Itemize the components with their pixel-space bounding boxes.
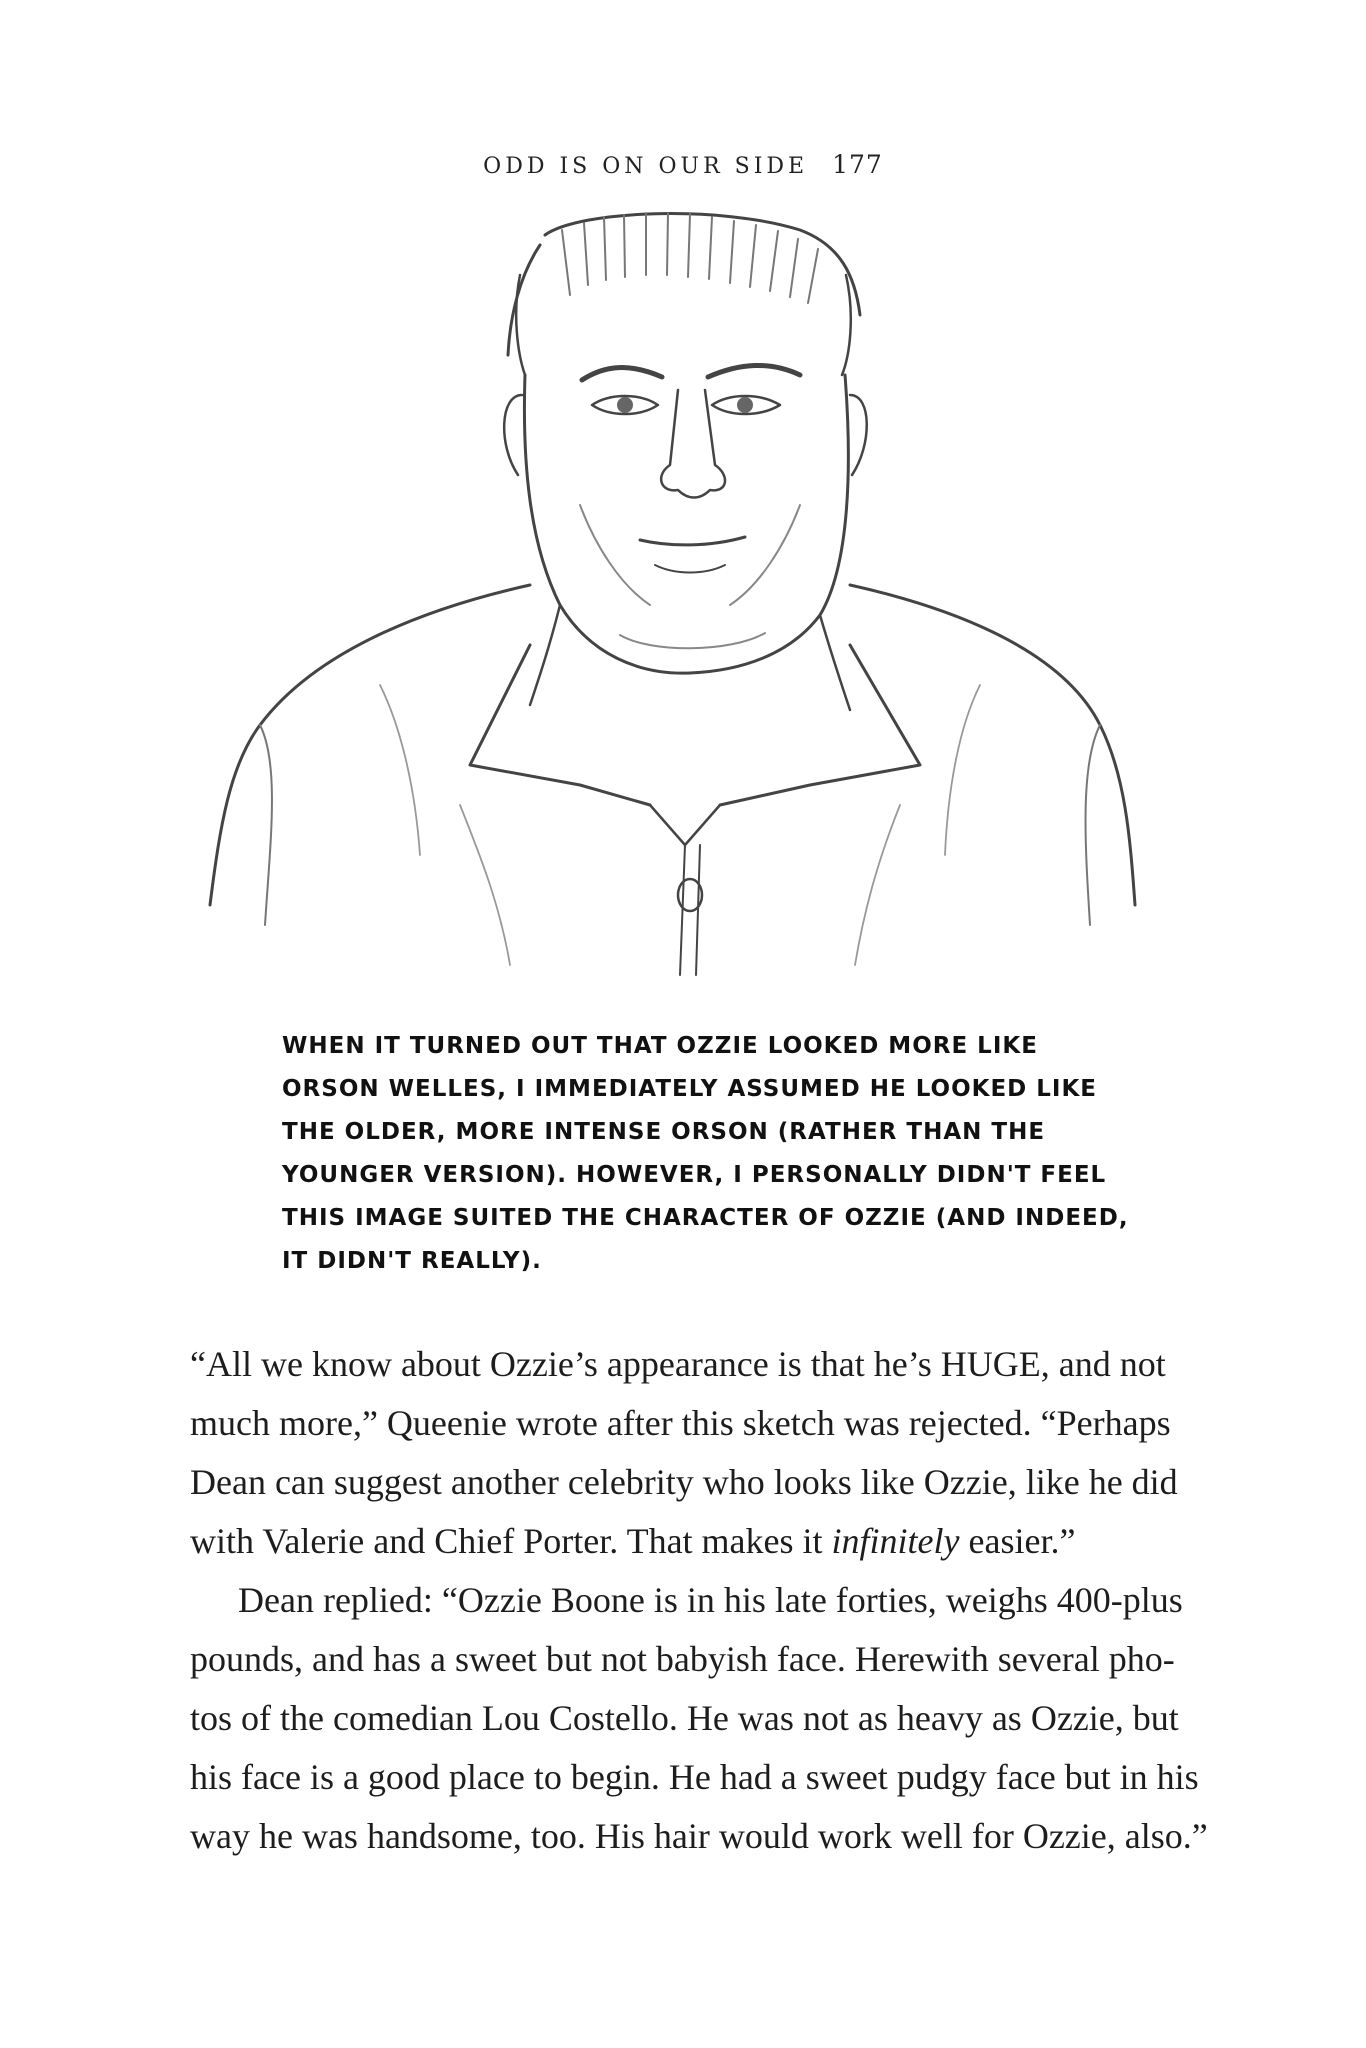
sketch-brow-left bbox=[582, 368, 662, 380]
sketch-mouth bbox=[640, 537, 745, 545]
caption-line: THIS IMAGE SUITED THE CHARACTER OF OZZIE (AND INDEED, bbox=[282, 1205, 1129, 1231]
sketch-ear-left bbox=[504, 395, 522, 475]
illustration-caption bbox=[282, 1025, 1129, 1283]
caption-line: ORSON WELLES, I IMMEDIATELY ASSUMED HE LOOKED LIKE bbox=[282, 1076, 1098, 1102]
text-line: Dean can suggest another celebrity who looks like Ozzie, like he did bbox=[190, 1462, 1178, 1502]
text-line: much more,” Queenie wrote after this sketch was rejected. “Perhaps bbox=[190, 1403, 1171, 1443]
text-line: way he was handsome, too. His hair would work well for Ozzie, also.” bbox=[190, 1816, 1208, 1856]
text-line: Dean replied: “Ozzie Boone is in his late forties, weighs 400-plus bbox=[238, 1580, 1183, 1620]
page-number: 177 bbox=[832, 150, 883, 179]
text-line: pounds, and has a sweet but not babyish face. Herewith several pho- bbox=[190, 1639, 1175, 1679]
caption-line: WHEN IT TURNED OUT THAT OZZIE LOOKED MORE LIKE bbox=[282, 1033, 1038, 1059]
sketch-ear-right bbox=[850, 395, 867, 475]
caption-line: THE OLDER, MORE INTENSE ORSON (RATHER THAN THE bbox=[282, 1119, 1046, 1145]
sketch-collar bbox=[470, 645, 920, 805]
running-head bbox=[0, 150, 1366, 179]
character-sketch bbox=[200, 205, 1140, 985]
text-line: tos of the comedian Lou Costello. He was not as heavy as Ozzie, but bbox=[190, 1698, 1179, 1738]
caption-line: IT DIDN'T REALLY). bbox=[282, 1248, 542, 1274]
sketch-shoulders bbox=[210, 585, 530, 905]
running-title: ODD IS ON OUR SIDE bbox=[483, 154, 809, 179]
caption-line: YOUNGER VERSION). HOWEVER, I PERSONALLY DIDN'T FEEL bbox=[282, 1162, 1107, 1188]
text-line bbox=[190, 1512, 1190, 1571]
text-segment: easier.” bbox=[959, 1521, 1076, 1561]
sketch-hair bbox=[545, 214, 860, 315]
text-line: his face is a good place to begin. He had a sweet pudgy face but in his bbox=[190, 1757, 1199, 1797]
sketch-brow-right bbox=[708, 365, 800, 377]
text-line: “All we know about Ozzie’s appearance is that he’s HUGE, and not bbox=[190, 1344, 1166, 1384]
paragraph-1 bbox=[190, 1335, 1190, 1571]
text-segment: with Valerie and Chief Porter. That makes it bbox=[190, 1521, 832, 1561]
emphasis-text: infinitely bbox=[831, 1521, 960, 1561]
paragraph-2 bbox=[190, 1571, 1208, 1866]
body-text bbox=[190, 1335, 1208, 1866]
